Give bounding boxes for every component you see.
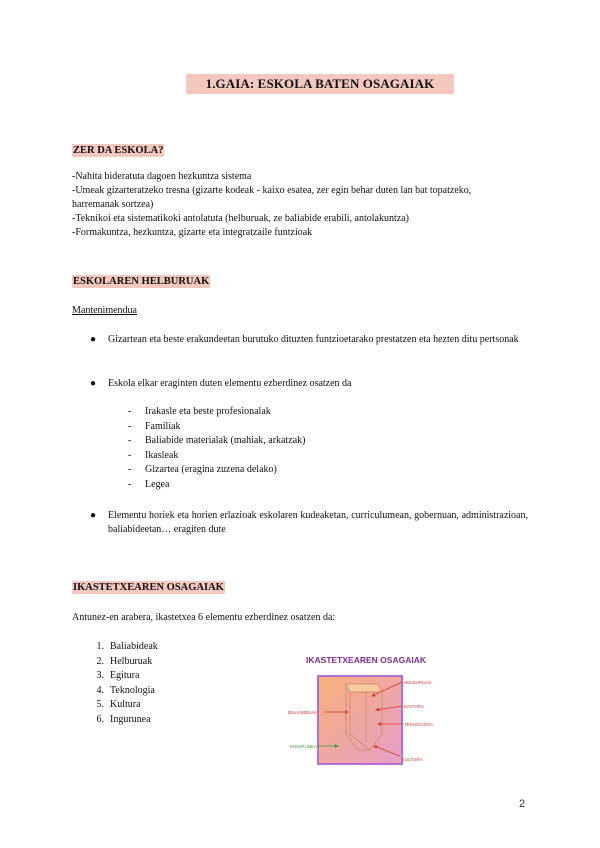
dash-item: Familiak [145, 420, 181, 432]
section-heading-zer-da-eskola: ZER DA ESKOLA? [73, 145, 164, 156]
dash-marker: - [128, 435, 132, 446]
dash-marker: - [128, 406, 132, 417]
section1-line: -Nahita bideratuta dagoen hezkuntza sistema [72, 171, 252, 182]
section1-line: -Formakuntza, hezkuntza, gizarte eta integratzaile funtzioak [72, 227, 313, 238]
section-heading-ikastetxearen-osagaiak: IKASTETXEAREN OSAGAIAK [73, 582, 224, 593]
prism-top [346, 684, 382, 692]
bullet-text: Eskola elkar eraginten duten elementu ezberdinez osatzen da [108, 378, 352, 389]
list-item: Kultura [110, 699, 141, 710]
bullet-dot: ● [90, 510, 97, 521]
dash-item: Ikasleak [145, 449, 179, 461]
list-item: Egitura [110, 670, 140, 681]
list-number: 3. [96, 670, 104, 681]
label-kultura: KULTURA [402, 757, 423, 762]
label-baliabideak: BALIABIDEAK [288, 710, 318, 715]
dash-marker: - [128, 464, 132, 475]
list-number: 2. [96, 655, 104, 667]
dash-marker: - [128, 420, 132, 432]
osagaiak-diagram [278, 652, 454, 768]
page-title: 1.GAIA: ESKOLA BATEN OSAGAIAK [186, 74, 454, 94]
list-item: Helburuak [110, 655, 153, 667]
dash-marker: - [128, 449, 132, 461]
label-helburuak: HELBURUAK [404, 680, 432, 685]
section3-intro: Antunez-en arabera, ikastetxea 6 elementu ezberdinez osatzen da: [72, 612, 336, 623]
dash-item: Legea [145, 478, 170, 490]
list-item: Ingurunea [110, 713, 151, 725]
bullet-text: Elementu horiek eta horien erlazioak eskolaren kudeaketan, curriculumean, gobernuan, administrazioan, baliabideetan… eragiten dute [108, 510, 528, 535]
section1-line: harremanak sortzea) [72, 199, 154, 210]
list-number: 4. [96, 684, 104, 696]
label-teknologia: TEKNOLOGIA [404, 722, 434, 727]
list-number: 1. [96, 641, 104, 652]
bullet-text: Gizartean eta beste erakundeetan burutuko dituzten funtzioetarako prestatzen eta hezten ditu pertsonak [108, 334, 519, 345]
diagram-title: IKASTETXEAREN OSAGAIAK [306, 655, 426, 665]
section-heading-eskolaren-helburuak: ESKOLAREN HELBURUAK [73, 276, 210, 287]
dash-marker: - [128, 478, 132, 490]
subheading-mantenimendua: Mantenimendua [72, 305, 137, 316]
dash-item: Irakasle eta beste profesionalak [145, 406, 271, 417]
dash-item: Baliabide materialak (mahiak, arkatzak) [145, 435, 306, 446]
page-number: 2 [519, 798, 526, 810]
bullet-dot: ● [90, 378, 97, 389]
list-item: Teknologia [110, 684, 155, 696]
label-ingurunea: INGURUNEA [290, 744, 318, 749]
list-item: Baliabideak [110, 641, 158, 652]
list-number: 5. [96, 699, 104, 710]
section1-paragraph [72, 170, 532, 240]
label-egitura: EGITURA [404, 704, 425, 709]
dash-item: Gizartea (eragina zuzena delako) [145, 464, 277, 475]
bullet-dot: ● [90, 334, 97, 345]
section1-line: -Teknikoi eta sistematikoki antolatuta (helburuak, ze baliabide erabili, antolakuntza) [72, 213, 409, 224]
section1-line: -Umeak gizarteratzeko tresna (gizarte kodeak - kaixo esatea, zer egin behar duten lan bat topatzeko, [72, 185, 472, 196]
list-number: 6. [96, 713, 104, 725]
